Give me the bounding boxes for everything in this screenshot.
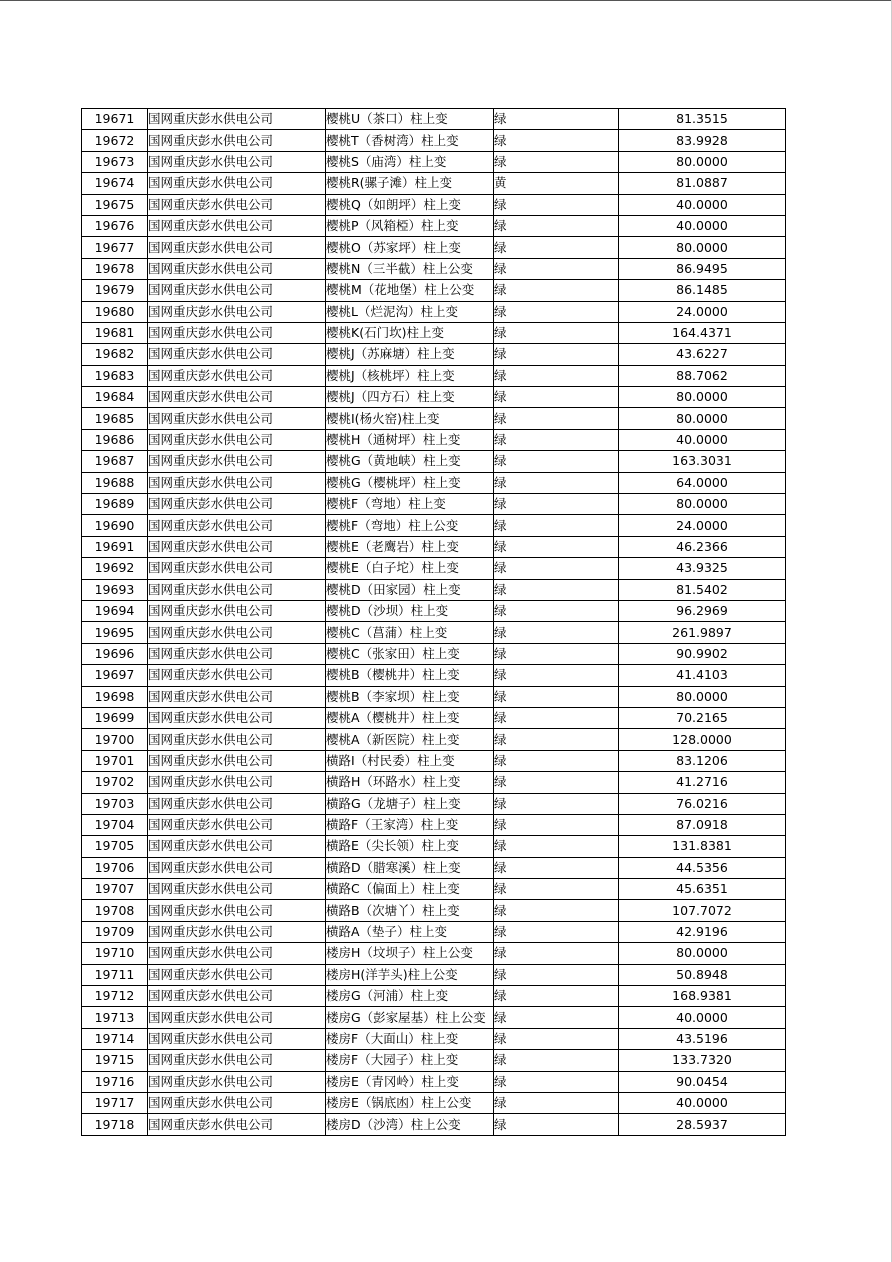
cell-status-color: 绿 — [494, 814, 619, 835]
data-table — [81, 108, 786, 1136]
cell-company: 国网重庆彭水供电公司 — [148, 686, 326, 707]
cell-status-color: 绿 — [494, 258, 619, 279]
cell-value: 90.9902 — [619, 643, 786, 664]
cell-status-color: 绿 — [494, 1007, 619, 1028]
cell-transformer-name: 横路H（环路水）柱上变 — [326, 772, 494, 793]
cell-company: 国网重庆彭水供电公司 — [148, 515, 326, 536]
table-row — [82, 579, 786, 600]
table-row — [82, 964, 786, 985]
cell-status-color: 绿 — [494, 857, 619, 878]
cell-value: 96.2969 — [619, 600, 786, 621]
cell-transformer-name: 樱桃D（田家园）柱上变 — [326, 579, 494, 600]
cell-value: 40.0000 — [619, 1007, 786, 1028]
cell-value: 86.1485 — [619, 280, 786, 301]
cell-id: 19674 — [82, 173, 148, 194]
cell-value: 76.0216 — [619, 793, 786, 814]
cell-status-color: 绿 — [494, 643, 619, 664]
cell-id: 19680 — [82, 301, 148, 322]
cell-status-color: 绿 — [494, 301, 619, 322]
cell-transformer-name: 樱桃C（菖蒲）柱上变 — [326, 622, 494, 643]
cell-id: 19691 — [82, 536, 148, 557]
cell-transformer-name: 樱桃M（花地堡）柱上公变 — [326, 280, 494, 301]
table-row — [82, 857, 786, 878]
table-row — [82, 494, 786, 515]
cell-id: 19671 — [82, 109, 148, 130]
cell-value: 24.0000 — [619, 301, 786, 322]
cell-status-color: 绿 — [494, 707, 619, 728]
table-row — [82, 1007, 786, 1028]
cell-status-color: 绿 — [494, 280, 619, 301]
cell-transformer-name: 楼房E（锅底凼）柱上公变 — [326, 1092, 494, 1113]
table-row — [82, 1050, 786, 1071]
cell-transformer-name: 樱桃Q（如朗坪）柱上变 — [326, 194, 494, 215]
cell-transformer-name: 楼房F（大面山）柱上变 — [326, 1028, 494, 1049]
cell-value: 83.1206 — [619, 750, 786, 771]
cell-value: 88.7062 — [619, 365, 786, 386]
cell-company: 国网重庆彭水供电公司 — [148, 365, 326, 386]
cell-value: 81.3515 — [619, 109, 786, 130]
table-row — [82, 130, 786, 151]
cell-status-color: 绿 — [494, 579, 619, 600]
cell-value: 80.0000 — [619, 494, 786, 515]
cell-id: 19694 — [82, 600, 148, 621]
cell-company: 国网重庆彭水供电公司 — [148, 258, 326, 279]
cell-id: 19705 — [82, 836, 148, 857]
cell-id: 19673 — [82, 151, 148, 172]
cell-transformer-name: 横路E（尖长领）柱上变 — [326, 836, 494, 857]
cell-id: 19703 — [82, 793, 148, 814]
cell-status-color: 绿 — [494, 494, 619, 515]
table-row — [82, 472, 786, 493]
cell-id: 19689 — [82, 494, 148, 515]
cell-status-color: 绿 — [494, 1050, 619, 1071]
cell-status-color: 绿 — [494, 130, 619, 151]
cell-transformer-name: 楼房E（青冈岭）柱上变 — [326, 1071, 494, 1092]
cell-value: 80.0000 — [619, 408, 786, 429]
cell-status-color: 绿 — [494, 408, 619, 429]
cell-id: 19677 — [82, 237, 148, 258]
cell-status-color: 绿 — [494, 536, 619, 557]
table-row — [82, 322, 786, 343]
cell-company: 国网重庆彭水供电公司 — [148, 900, 326, 921]
cell-transformer-name: 横路C（偏面上）柱上变 — [326, 879, 494, 900]
cell-status-color: 绿 — [494, 558, 619, 579]
cell-company: 国网重庆彭水供电公司 — [148, 151, 326, 172]
cell-company: 国网重庆彭水供电公司 — [148, 472, 326, 493]
cell-id: 19672 — [82, 130, 148, 151]
cell-company: 国网重庆彭水供电公司 — [148, 280, 326, 301]
cell-company: 国网重庆彭水供电公司 — [148, 622, 326, 643]
cell-status-color: 绿 — [494, 729, 619, 750]
cell-status-color: 绿 — [494, 600, 619, 621]
cell-company: 国网重庆彭水供电公司 — [148, 194, 326, 215]
cell-transformer-name: 横路D（腊寒溪）柱上变 — [326, 857, 494, 878]
cell-transformer-name: 樱桃J（四方石）柱上变 — [326, 387, 494, 408]
cell-id: 19718 — [82, 1114, 148, 1135]
cell-company: 国网重庆彭水供电公司 — [148, 964, 326, 985]
cell-status-color: 绿 — [494, 921, 619, 942]
cell-id: 19701 — [82, 750, 148, 771]
cell-company: 国网重庆彭水供电公司 — [148, 173, 326, 194]
cell-id: 19683 — [82, 365, 148, 386]
cell-id: 19693 — [82, 579, 148, 600]
table-row — [82, 558, 786, 579]
table-row — [82, 814, 786, 835]
table-row — [82, 173, 786, 194]
cell-company: 国网重庆彭水供电公司 — [148, 1071, 326, 1092]
cell-status-color: 绿 — [494, 964, 619, 985]
cell-id: 19688 — [82, 472, 148, 493]
table-row — [82, 215, 786, 236]
cell-company: 国网重庆彭水供电公司 — [148, 1092, 326, 1113]
cell-transformer-name: 樱桃S（庙湾）柱上变 — [326, 151, 494, 172]
table-row — [82, 387, 786, 408]
cell-status-color: 绿 — [494, 1092, 619, 1113]
cell-company: 国网重庆彭水供电公司 — [148, 322, 326, 343]
cell-id: 19716 — [82, 1071, 148, 1092]
cell-company: 国网重庆彭水供电公司 — [148, 814, 326, 835]
cell-transformer-name: 樱桃O（苏家坪）柱上变 — [326, 237, 494, 258]
cell-transformer-name: 樱桃J（核桃坪）柱上变 — [326, 365, 494, 386]
cell-status-color: 绿 — [494, 1028, 619, 1049]
cell-value: 87.0918 — [619, 814, 786, 835]
cell-transformer-name: 樱桃G（樱桃坪）柱上变 — [326, 472, 494, 493]
cell-id: 19690 — [82, 515, 148, 536]
table-row — [82, 194, 786, 215]
cell-company: 国网重庆彭水供电公司 — [148, 579, 326, 600]
cell-value: 41.2716 — [619, 772, 786, 793]
table-row — [82, 515, 786, 536]
table-row — [82, 707, 786, 728]
cell-id: 19715 — [82, 1050, 148, 1071]
table-row — [82, 986, 786, 1007]
cell-value: 80.0000 — [619, 943, 786, 964]
cell-transformer-name: 樱桃F（弯地）柱上变 — [326, 494, 494, 515]
cell-company: 国网重庆彭水供电公司 — [148, 857, 326, 878]
cell-id: 19708 — [82, 900, 148, 921]
table-row — [82, 772, 786, 793]
cell-value: 43.5196 — [619, 1028, 786, 1049]
cell-company: 国网重庆彭水供电公司 — [148, 558, 326, 579]
cell-value: 168.9381 — [619, 986, 786, 1007]
table-row — [82, 943, 786, 964]
cell-value: 40.0000 — [619, 429, 786, 450]
cell-status-color: 绿 — [494, 665, 619, 686]
cell-status-color: 绿 — [494, 686, 619, 707]
cell-id: 19696 — [82, 643, 148, 664]
cell-id: 19695 — [82, 622, 148, 643]
cell-company: 国网重庆彭水供电公司 — [148, 1028, 326, 1049]
cell-transformer-name: 樱桃J（苏麻塘）柱上变 — [326, 344, 494, 365]
cell-value: 80.0000 — [619, 151, 786, 172]
cell-company: 国网重庆彭水供电公司 — [148, 237, 326, 258]
cell-transformer-name: 樱桃A（樱桃井）柱上变 — [326, 707, 494, 728]
cell-value: 45.6351 — [619, 879, 786, 900]
cell-transformer-name: 横路B（次塘丫）柱上变 — [326, 900, 494, 921]
cell-value: 83.9928 — [619, 130, 786, 151]
cell-value: 86.9495 — [619, 258, 786, 279]
cell-value: 81.0887 — [619, 173, 786, 194]
cell-transformer-name: 樱桃H（通树坪）柱上变 — [326, 429, 494, 450]
cell-transformer-name: 樱桃C（张家田）柱上变 — [326, 643, 494, 664]
cell-transformer-name: 楼房F（大园子）柱上变 — [326, 1050, 494, 1071]
cell-value: 70.2165 — [619, 707, 786, 728]
cell-transformer-name: 横路G（龙塘子）柱上变 — [326, 793, 494, 814]
cell-company: 国网重庆彭水供电公司 — [148, 879, 326, 900]
cell-value: 80.0000 — [619, 387, 786, 408]
cell-transformer-name: 横路I（村民委）柱上变 — [326, 750, 494, 771]
cell-company: 国网重庆彭水供电公司 — [148, 665, 326, 686]
table-row — [82, 879, 786, 900]
cell-company: 国网重庆彭水供电公司 — [148, 451, 326, 472]
cell-status-color: 绿 — [494, 215, 619, 236]
cell-company: 国网重庆彭水供电公司 — [148, 750, 326, 771]
cell-id: 19698 — [82, 686, 148, 707]
cell-id: 19686 — [82, 429, 148, 450]
cell-id: 19702 — [82, 772, 148, 793]
cell-status-color: 绿 — [494, 387, 619, 408]
cell-status-color: 绿 — [494, 109, 619, 130]
table-row — [82, 344, 786, 365]
cell-transformer-name: 楼房H(洋芋头)柱上公变 — [326, 964, 494, 985]
cell-id: 19717 — [82, 1092, 148, 1113]
cell-id: 19697 — [82, 665, 148, 686]
cell-value: 81.5402 — [619, 579, 786, 600]
cell-transformer-name: 樱桃B（李家坝）柱上变 — [326, 686, 494, 707]
cell-status-color: 绿 — [494, 451, 619, 472]
cell-status-color: 绿 — [494, 322, 619, 343]
cell-status-color: 黄 — [494, 173, 619, 194]
cell-id: 19679 — [82, 280, 148, 301]
table-row — [82, 429, 786, 450]
table-row — [82, 729, 786, 750]
table-row — [82, 109, 786, 130]
table-row — [82, 408, 786, 429]
cell-transformer-name: 樱桃B（樱桃井）柱上变 — [326, 665, 494, 686]
table-row — [82, 643, 786, 664]
cell-transformer-name: 楼房H（坟坝子）柱上公变 — [326, 943, 494, 964]
cell-status-color: 绿 — [494, 900, 619, 921]
cell-id: 19684 — [82, 387, 148, 408]
cell-company: 国网重庆彭水供电公司 — [148, 772, 326, 793]
cell-company: 国网重庆彭水供电公司 — [148, 707, 326, 728]
table-row — [82, 921, 786, 942]
table-row — [82, 665, 786, 686]
table-row — [82, 622, 786, 643]
cell-value: 40.0000 — [619, 194, 786, 215]
cell-transformer-name: 樱桃L（烂泥沟）柱上变 — [326, 301, 494, 322]
cell-transformer-name: 樱桃G（黄地峡）柱上变 — [326, 451, 494, 472]
cell-value: 28.5937 — [619, 1114, 786, 1135]
table-row — [82, 600, 786, 621]
cell-transformer-name: 樱桃E（老鹰岩）柱上变 — [326, 536, 494, 557]
cell-status-color: 绿 — [494, 344, 619, 365]
table-row — [82, 836, 786, 857]
cell-id: 19678 — [82, 258, 148, 279]
page-top-border — [0, 0, 892, 1]
cell-value: 128.0000 — [619, 729, 786, 750]
cell-value: 50.8948 — [619, 964, 786, 985]
cell-value: 42.9196 — [619, 921, 786, 942]
cell-value: 90.0454 — [619, 1071, 786, 1092]
table-row — [82, 1092, 786, 1113]
table-row — [82, 1071, 786, 1092]
cell-company: 国网重庆彭水供电公司 — [148, 600, 326, 621]
cell-status-color: 绿 — [494, 879, 619, 900]
cell-status-color: 绿 — [494, 750, 619, 771]
cell-company: 国网重庆彭水供电公司 — [148, 536, 326, 557]
cell-company: 国网重庆彭水供电公司 — [148, 109, 326, 130]
cell-status-color: 绿 — [494, 237, 619, 258]
cell-company: 国网重庆彭水供电公司 — [148, 793, 326, 814]
cell-value: 107.7072 — [619, 900, 786, 921]
cell-id: 19712 — [82, 986, 148, 1007]
cell-value: 133.7320 — [619, 1050, 786, 1071]
cell-value: 64.0000 — [619, 472, 786, 493]
cell-value: 43.9325 — [619, 558, 786, 579]
cell-id: 19709 — [82, 921, 148, 942]
cell-company: 国网重庆彭水供电公司 — [148, 729, 326, 750]
cell-company: 国网重庆彭水供电公司 — [148, 344, 326, 365]
table-row — [82, 237, 786, 258]
cell-id: 19706 — [82, 857, 148, 878]
cell-value: 43.6227 — [619, 344, 786, 365]
cell-transformer-name: 樱桃I(杨火窑)柱上变 — [326, 408, 494, 429]
cell-company: 国网重庆彭水供电公司 — [148, 1114, 326, 1135]
cell-transformer-name: 樱桃N（三半截）柱上公变 — [326, 258, 494, 279]
cell-id: 19707 — [82, 879, 148, 900]
cell-transformer-name: 樱桃F（弯地）柱上公变 — [326, 515, 494, 536]
cell-value: 261.9897 — [619, 622, 786, 643]
cell-id: 19714 — [82, 1028, 148, 1049]
table-row — [82, 1114, 786, 1135]
table-row — [82, 900, 786, 921]
cell-id: 19685 — [82, 408, 148, 429]
cell-company: 国网重庆彭水供电公司 — [148, 408, 326, 429]
cell-company: 国网重庆彭水供电公司 — [148, 1007, 326, 1028]
cell-company: 国网重庆彭水供电公司 — [148, 921, 326, 942]
cell-company: 国网重庆彭水供电公司 — [148, 836, 326, 857]
cell-status-color: 绿 — [494, 622, 619, 643]
cell-company: 国网重庆彭水供电公司 — [148, 943, 326, 964]
cell-company: 国网重庆彭水供电公司 — [148, 986, 326, 1007]
cell-value: 40.0000 — [619, 215, 786, 236]
cell-status-color: 绿 — [494, 986, 619, 1007]
cell-transformer-name: 樱桃T（香树湾）柱上变 — [326, 130, 494, 151]
table-row — [82, 280, 786, 301]
cell-status-color: 绿 — [494, 429, 619, 450]
cell-status-color: 绿 — [494, 1114, 619, 1135]
cell-company: 国网重庆彭水供电公司 — [148, 429, 326, 450]
table-body — [82, 109, 786, 1136]
cell-id: 19710 — [82, 943, 148, 964]
cell-status-color: 绿 — [494, 772, 619, 793]
table-row — [82, 536, 786, 557]
cell-company: 国网重庆彭水供电公司 — [148, 494, 326, 515]
cell-value: 41.4103 — [619, 665, 786, 686]
cell-company: 国网重庆彭水供电公司 — [148, 387, 326, 408]
cell-status-color: 绿 — [494, 1071, 619, 1092]
cell-id: 19687 — [82, 451, 148, 472]
cell-id: 19699 — [82, 707, 148, 728]
cell-transformer-name: 樱桃R(骡子滩）柱上变 — [326, 173, 494, 194]
cell-status-color: 绿 — [494, 365, 619, 386]
cell-transformer-name: 樱桃E（白子坨）柱上变 — [326, 558, 494, 579]
cell-transformer-name: 横路A（垫子）柱上变 — [326, 921, 494, 942]
cell-status-color: 绿 — [494, 943, 619, 964]
cell-id: 19675 — [82, 194, 148, 215]
cell-transformer-name: 楼房G（河浦）柱上变 — [326, 986, 494, 1007]
cell-status-color: 绿 — [494, 836, 619, 857]
cell-company: 国网重庆彭水供电公司 — [148, 1050, 326, 1071]
cell-company: 国网重庆彭水供电公司 — [148, 643, 326, 664]
table-row — [82, 750, 786, 771]
cell-company: 国网重庆彭水供电公司 — [148, 215, 326, 236]
cell-value: 46.2366 — [619, 536, 786, 557]
cell-value: 164.4371 — [619, 322, 786, 343]
table-row — [82, 151, 786, 172]
cell-transformer-name: 楼房G（彭家屋基）柱上公变 — [326, 1007, 494, 1028]
cell-transformer-name: 楼房D（沙湾）柱上公变 — [326, 1114, 494, 1135]
table-row — [82, 1028, 786, 1049]
cell-transformer-name: 樱桃K(石门坎)柱上变 — [326, 322, 494, 343]
cell-transformer-name: 樱桃D（沙坝）柱上变 — [326, 600, 494, 621]
cell-status-color: 绿 — [494, 793, 619, 814]
cell-company: 国网重庆彭水供电公司 — [148, 130, 326, 151]
cell-company: 国网重庆彭水供电公司 — [148, 301, 326, 322]
cell-status-color: 绿 — [494, 472, 619, 493]
cell-id: 19704 — [82, 814, 148, 835]
cell-value: 40.0000 — [619, 1092, 786, 1113]
cell-transformer-name: 横路F（王家湾）柱上变 — [326, 814, 494, 835]
cell-status-color: 绿 — [494, 515, 619, 536]
table-row — [82, 365, 786, 386]
table-row — [82, 793, 786, 814]
table-row — [82, 258, 786, 279]
cell-id: 19681 — [82, 322, 148, 343]
table-row — [82, 301, 786, 322]
cell-value: 163.3031 — [619, 451, 786, 472]
cell-value: 44.5356 — [619, 857, 786, 878]
cell-value: 80.0000 — [619, 686, 786, 707]
table-row — [82, 686, 786, 707]
cell-value: 24.0000 — [619, 515, 786, 536]
cell-id: 19676 — [82, 215, 148, 236]
cell-id: 19711 — [82, 964, 148, 985]
cell-value: 131.8381 — [619, 836, 786, 857]
cell-value: 80.0000 — [619, 237, 786, 258]
cell-transformer-name: 樱桃A（新医院）柱上变 — [326, 729, 494, 750]
cell-id: 19713 — [82, 1007, 148, 1028]
cell-transformer-name: 樱桃U（茶口）柱上变 — [326, 109, 494, 130]
cell-id: 19682 — [82, 344, 148, 365]
cell-id: 19700 — [82, 729, 148, 750]
cell-status-color: 绿 — [494, 151, 619, 172]
cell-id: 19692 — [82, 558, 148, 579]
table-row — [82, 451, 786, 472]
cell-transformer-name: 樱桃P（风箱椏）柱上变 — [326, 215, 494, 236]
cell-status-color: 绿 — [494, 194, 619, 215]
